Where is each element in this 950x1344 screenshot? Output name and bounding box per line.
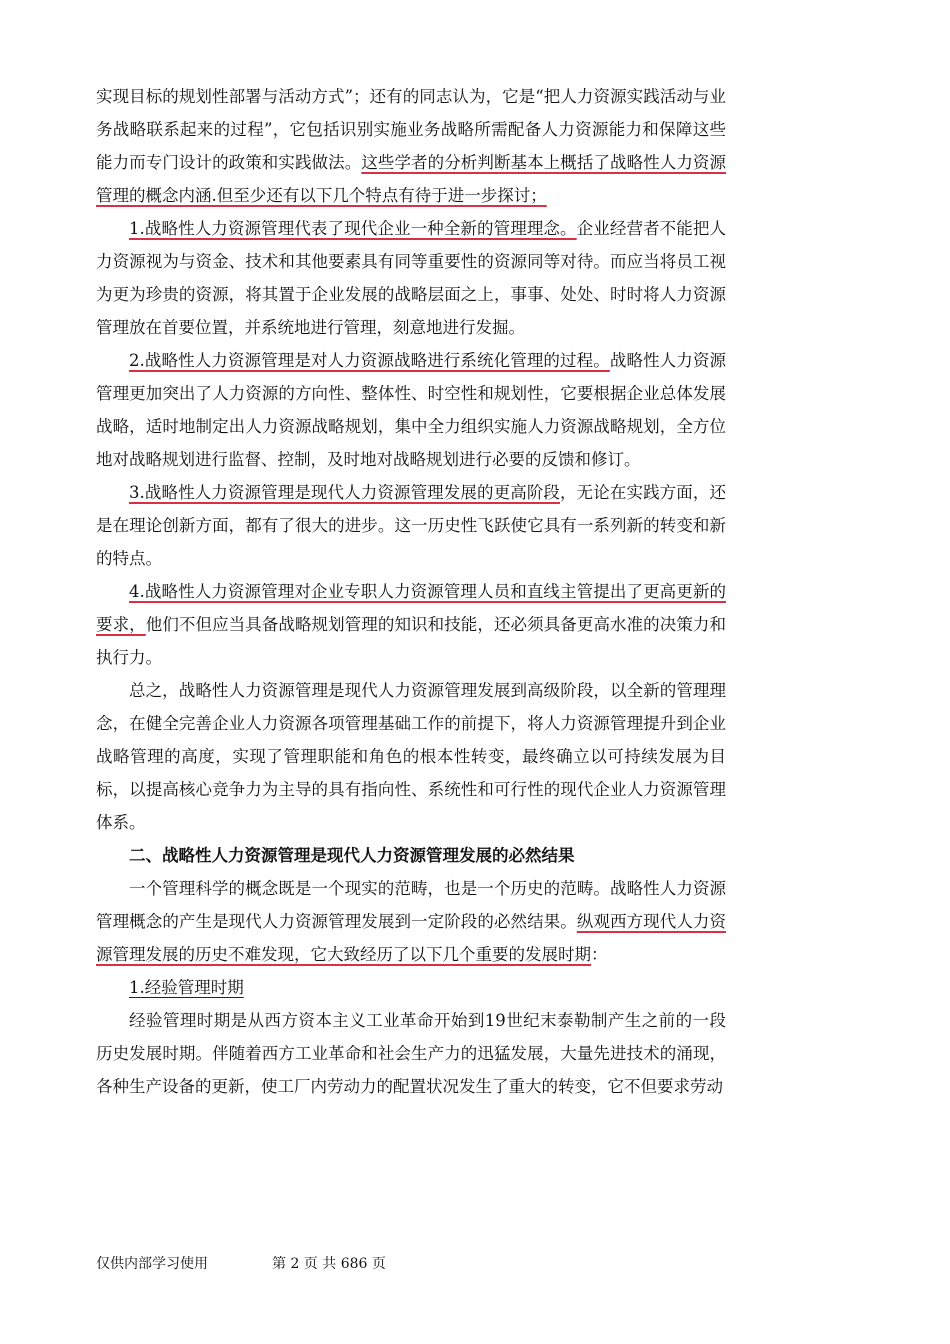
subheading: 1.经验管理时期 — [129, 978, 244, 997]
paragraph-1-text: 实现目标的规划性部署与活动方式”；还有的同志认为，它是“把人力资源实践活动与业务战略联系起来的过程”，它包括识别实施业务战略所需配备人力资源能力和保障这些能力而专门设计的政策和实践做法。 — [96, 87, 726, 172]
paragraph-5-text: 他们不但应当具备战略规划管理的知识和技能，还必须具备更高水准的决策力和执行力。 — [96, 615, 727, 667]
paragraph-5 — [96, 575, 726, 674]
paragraph-2 — [96, 212, 726, 344]
paragraph-5-highlight: 4.战略性人力资源管理对企业专职人力资源管理人员和直线主管提出了更高更新的要求， — [96, 582, 726, 634]
paragraph-2-text: 企业经营者不能把人力资源视为与资金、技术和其他要素具有同等重要性的资源同等对待。而应当将员工视为更为珍贵的资源，将其置于企业发展的战略层面之上，事事、处处、时时将人力资源管理放在首要位置，并系统地进行管理，刻意地进行发掘。 — [96, 219, 726, 337]
paragraph-1-highlight: 这些学者的分析判断基本上概括了战略性人力资源管理的概念内涵.但至少还有以下几个特点有待于进一步探讨； — [96, 153, 727, 205]
paragraph-7-highlight: 纵观西方现代人力资源管理发展的历史不难发现，它大致经历了以下几个重要的发展时期 — [96, 912, 727, 964]
paragraph-3-text: 战略性人力资源管理更加突出了人力资源的方向性、整体性、时空性和规划性，它要根据企业总体发展战略，适时地制定出人力资源战略规划，集中全力组织实施人力资源战略规划，全方位地对战略规划进行监督、控制，及时地对战略规划进行必要的反馈和修订。 — [96, 351, 727, 469]
paragraph-4-text: ，无论在实践方面，还是在理论创新方面，都有了很大的进步。这一历史性飞跃使它具有一系列新的转变和新的特点。 — [96, 483, 726, 568]
paragraph-7 — [96, 872, 726, 971]
subheading-paragraph — [96, 971, 726, 1004]
paragraph-1 — [96, 80, 726, 212]
body-text — [96, 80, 726, 1103]
paragraph-3 — [96, 344, 726, 476]
section-heading: 二、战略性人力资源管理是现代人力资源管理发展的必然结果 — [129, 846, 575, 865]
paragraph-7-text: 一个管理科学的概念既是一个现实的范畴，也是一个历史的范畴。战略性人力资源管理概念的产生是现代人力资源管理发展到一定阶段的必然结果。 — [96, 879, 726, 931]
paragraph-4-highlight: 3.战略性人力资源管理是现代人力资源管理发展的更高阶段 — [129, 483, 561, 502]
footer-note: 仅供内部学习使用 — [96, 1256, 208, 1272]
paragraph-4 — [96, 476, 726, 575]
paragraph-7-end: ： — [591, 945, 608, 964]
paragraph-3-highlight: 2.战略性人力资源管理是对人力资源战略进行系统化管理的过程。 — [129, 351, 610, 370]
paragraph-2-highlight: 1.战略性人力资源管理代表了现代企业一种全新的管理理念。 — [129, 219, 577, 238]
paragraph-8: 经验管理时期是从西方资本主义工业革命开始到19世纪末泰勒制产生之前的一段历史发展时期。伴随着西方工业革命和社会生产力的迅猛发展，大量先进技术的涌现，各种生产设备的更新，使工厂内劳动力的配置状况发生了重大的转变，它不但要求劳动 — [96, 1011, 726, 1096]
paragraph-6: 总之，战略性人力资源管理是现代人力资源管理发展到高级阶段，以全新的管理理念，在健全完善企业人力资源各项管理基础工作的前提下，将人力资源管理提升到企业战略管理的高度，实现了管理职能和角色的根本性转变，最终确立以可持续发展为目标，以提高核心竞争力为主导的具有指向性、系统性和可行性的现代企业人力资源管理体系。 — [96, 681, 726, 832]
page-number: 第 2 页 共 686 页 — [272, 1256, 386, 1272]
